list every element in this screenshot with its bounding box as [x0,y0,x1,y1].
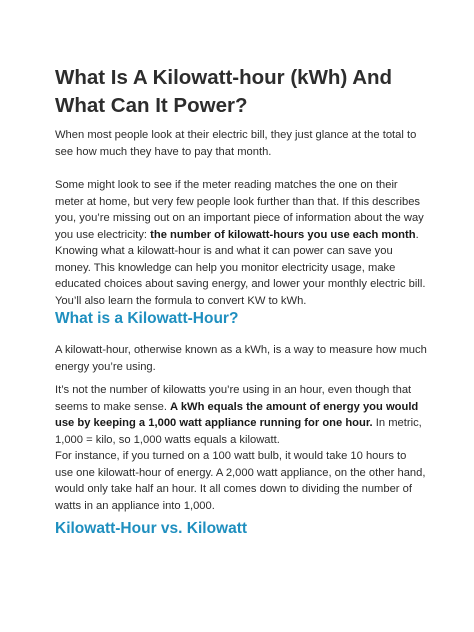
kwh-explanation-emphasis: A kWh equals the amount of energy you would use by keeping a 1,000 watt appliance running for one hour. [55,400,419,430]
meter-paragraph-emphasis: the number of kilowatt-hours you use each month [150,228,416,241]
section-heading-kwh-vs-kw: Kilowatt-Hour vs. Kilowatt [55,520,248,537]
savings-paragraph: Knowing what a kilowatt-hour is and what it can power can save you money. This knowledge can help you monitor electricity usage, make educated choices about saving energy, and lower your monthly electric bill. You’ll also learn the formula to convert KW to kWh. [55,245,426,307]
kwh-explanation-text: It’s not the number of kilowatts you’re using in an hour, even though that seems to make sense. [55,384,412,413]
meter-paragraph [55,177,427,243]
section-heading-what-is-kwh: What is a Kilowatt-Hour? [55,310,239,327]
example-paragraph: For instance, if you turned on a 100 watt bulb, it would take 10 hours to use one kilowatt-hour of energy. A 2,000 watt appliance, on the other hand, would only take half an hour. It all comes down to dividing the number of watts in an appliance into 1,000. [55,450,426,512]
definition-paragraph: A kilowatt-hour, otherwise known as a kWh, is a way to measure how much energy you’re using. [55,344,427,373]
meter-paragraph-end: . [415,228,419,241]
page-title: What Is A Kilowatt-hour (kWh) And What Can It Power? [55,66,393,117]
kwh-explanation-end: In metric, 1,000 = kilo, so 1,000 watts equals a kilowatt. [55,417,422,446]
kwh-explanation-paragraph [55,382,427,448]
intro-paragraph: When most people look at their electric bill, they just glance at the total to see how much they have to pay that month. [55,129,417,158]
meter-paragraph-text: Some might look to see if the meter reading matches the one on their meter at home, but very few people look further than that. If this describes you, you’re missing out on an important piece of information about the way you use electricity: [55,179,424,241]
